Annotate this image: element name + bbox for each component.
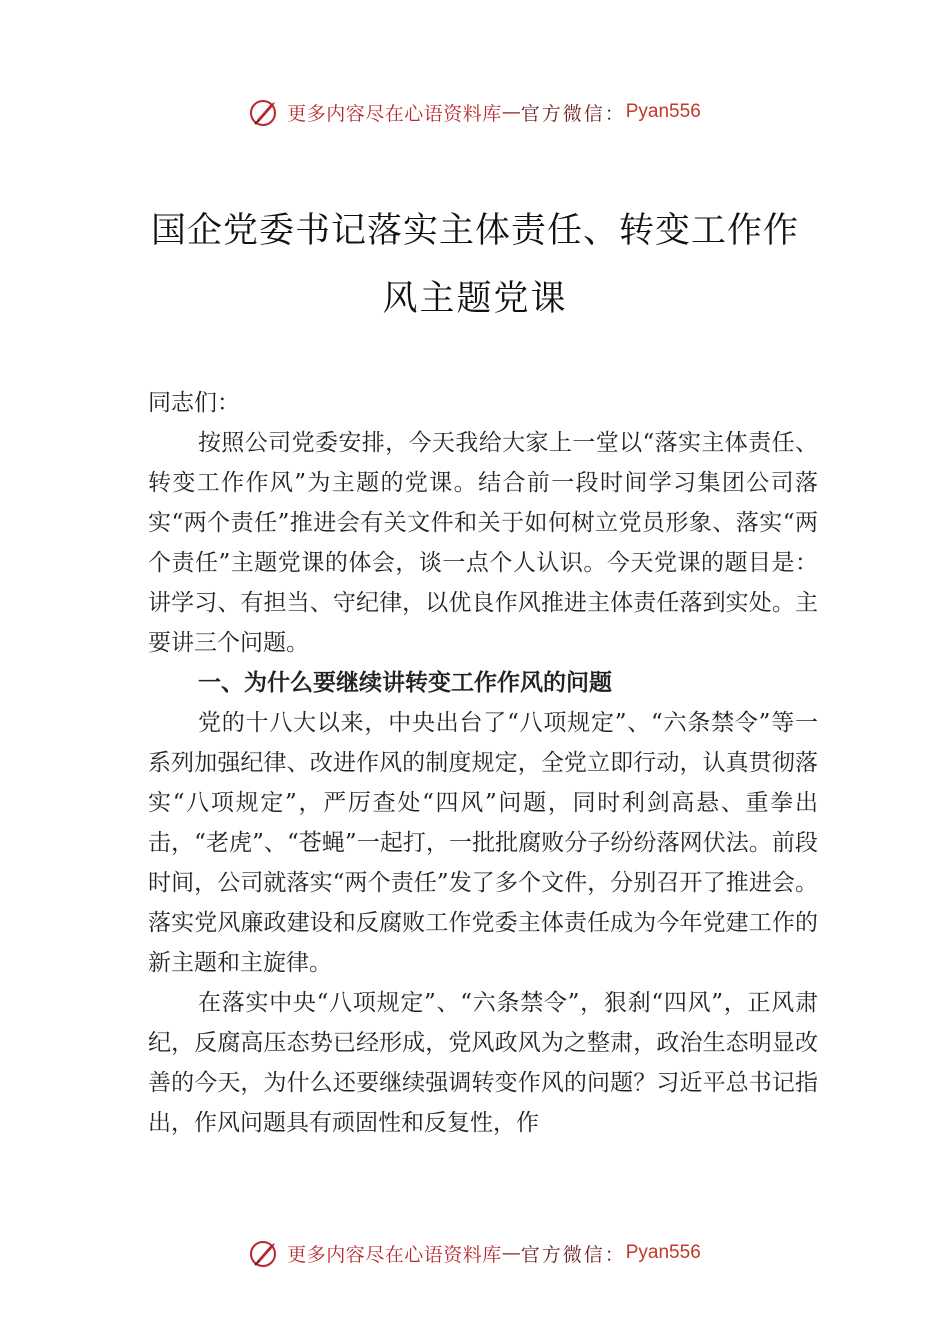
watermark-dash: — [501, 101, 521, 123]
quill-logo-icon [249, 1237, 281, 1269]
watermark-dash: — [501, 1242, 521, 1264]
watermark-brand-text: 更多内容尽在心语资料库 [287, 1243, 502, 1266]
watermark-wechat-label: 官方微信： [520, 1243, 626, 1266]
paragraph-intro: 按照公司党委安排，今天我给大家上一堂以“落实主体责任、转变工作作风”为主题的党课。结合前一段时间学习集团公司落实“两个责任”推进会有关文件和关于如何树立党员形象、落实“两个责任”主题党课的体会，谈一点个人认识。今天党课的题目是：讲学习、有担当、守纪律，以优良作风推进主体责任落到实处。主要讲三个问题。 [148, 430, 818, 656]
section-heading-1: 一、为什么要继续讲转变工作作风的问题 [198, 670, 612, 696]
document-title-line-1: 国企党委书记落实主体责任、转变工作作 [150, 211, 799, 251]
watermark-wechat-id: Pyan556 [625, 1242, 701, 1263]
document-title-line-2: 风主题党课 [382, 279, 568, 319]
paragraph-section-1-b: 在落实中央“八项规定”、“六条禁令”，狠刹“四风”，正风肃纪，反腐高压态势已经形成，党风政风为之整肃，政治生态明显改善的今天，为什么还要继续强调转变作风的问题？习近平总书记指出，作风问题具有顽固性和反复性，作 [148, 990, 818, 1136]
watermark-banner-bottom [0, 1233, 950, 1273]
watermark-wechat-id: Pyan556 [625, 101, 701, 122]
quill-logo-icon [249, 96, 281, 128]
watermark-banner-top [0, 92, 950, 132]
paragraph-section-1-a: 党的十八大以来，中央出台了“八项规定”、“六条禁令”等一系列加强纪律、改进作风的制度规定，全党立即行动，认真贯彻落实“八项规定”，严厉查处“四风”问题，同时利剑高悬、重拳出击，“老虎”、“苍蝇”一起打，一批批腐败分子纷纷落网伏法。前段时间，公司就落实“两个责任”发了多个文件，分别召开了推进会。落实党风廉政建设和反腐败工作党委主体责任成为今年党建工作的新主题和主旋律。 [148, 710, 818, 976]
watermark-brand-text: 更多内容尽在心语资料库 [287, 102, 502, 125]
salutation: 同志们： [148, 390, 240, 416]
watermark-wechat-label: 官方微信： [520, 102, 626, 125]
